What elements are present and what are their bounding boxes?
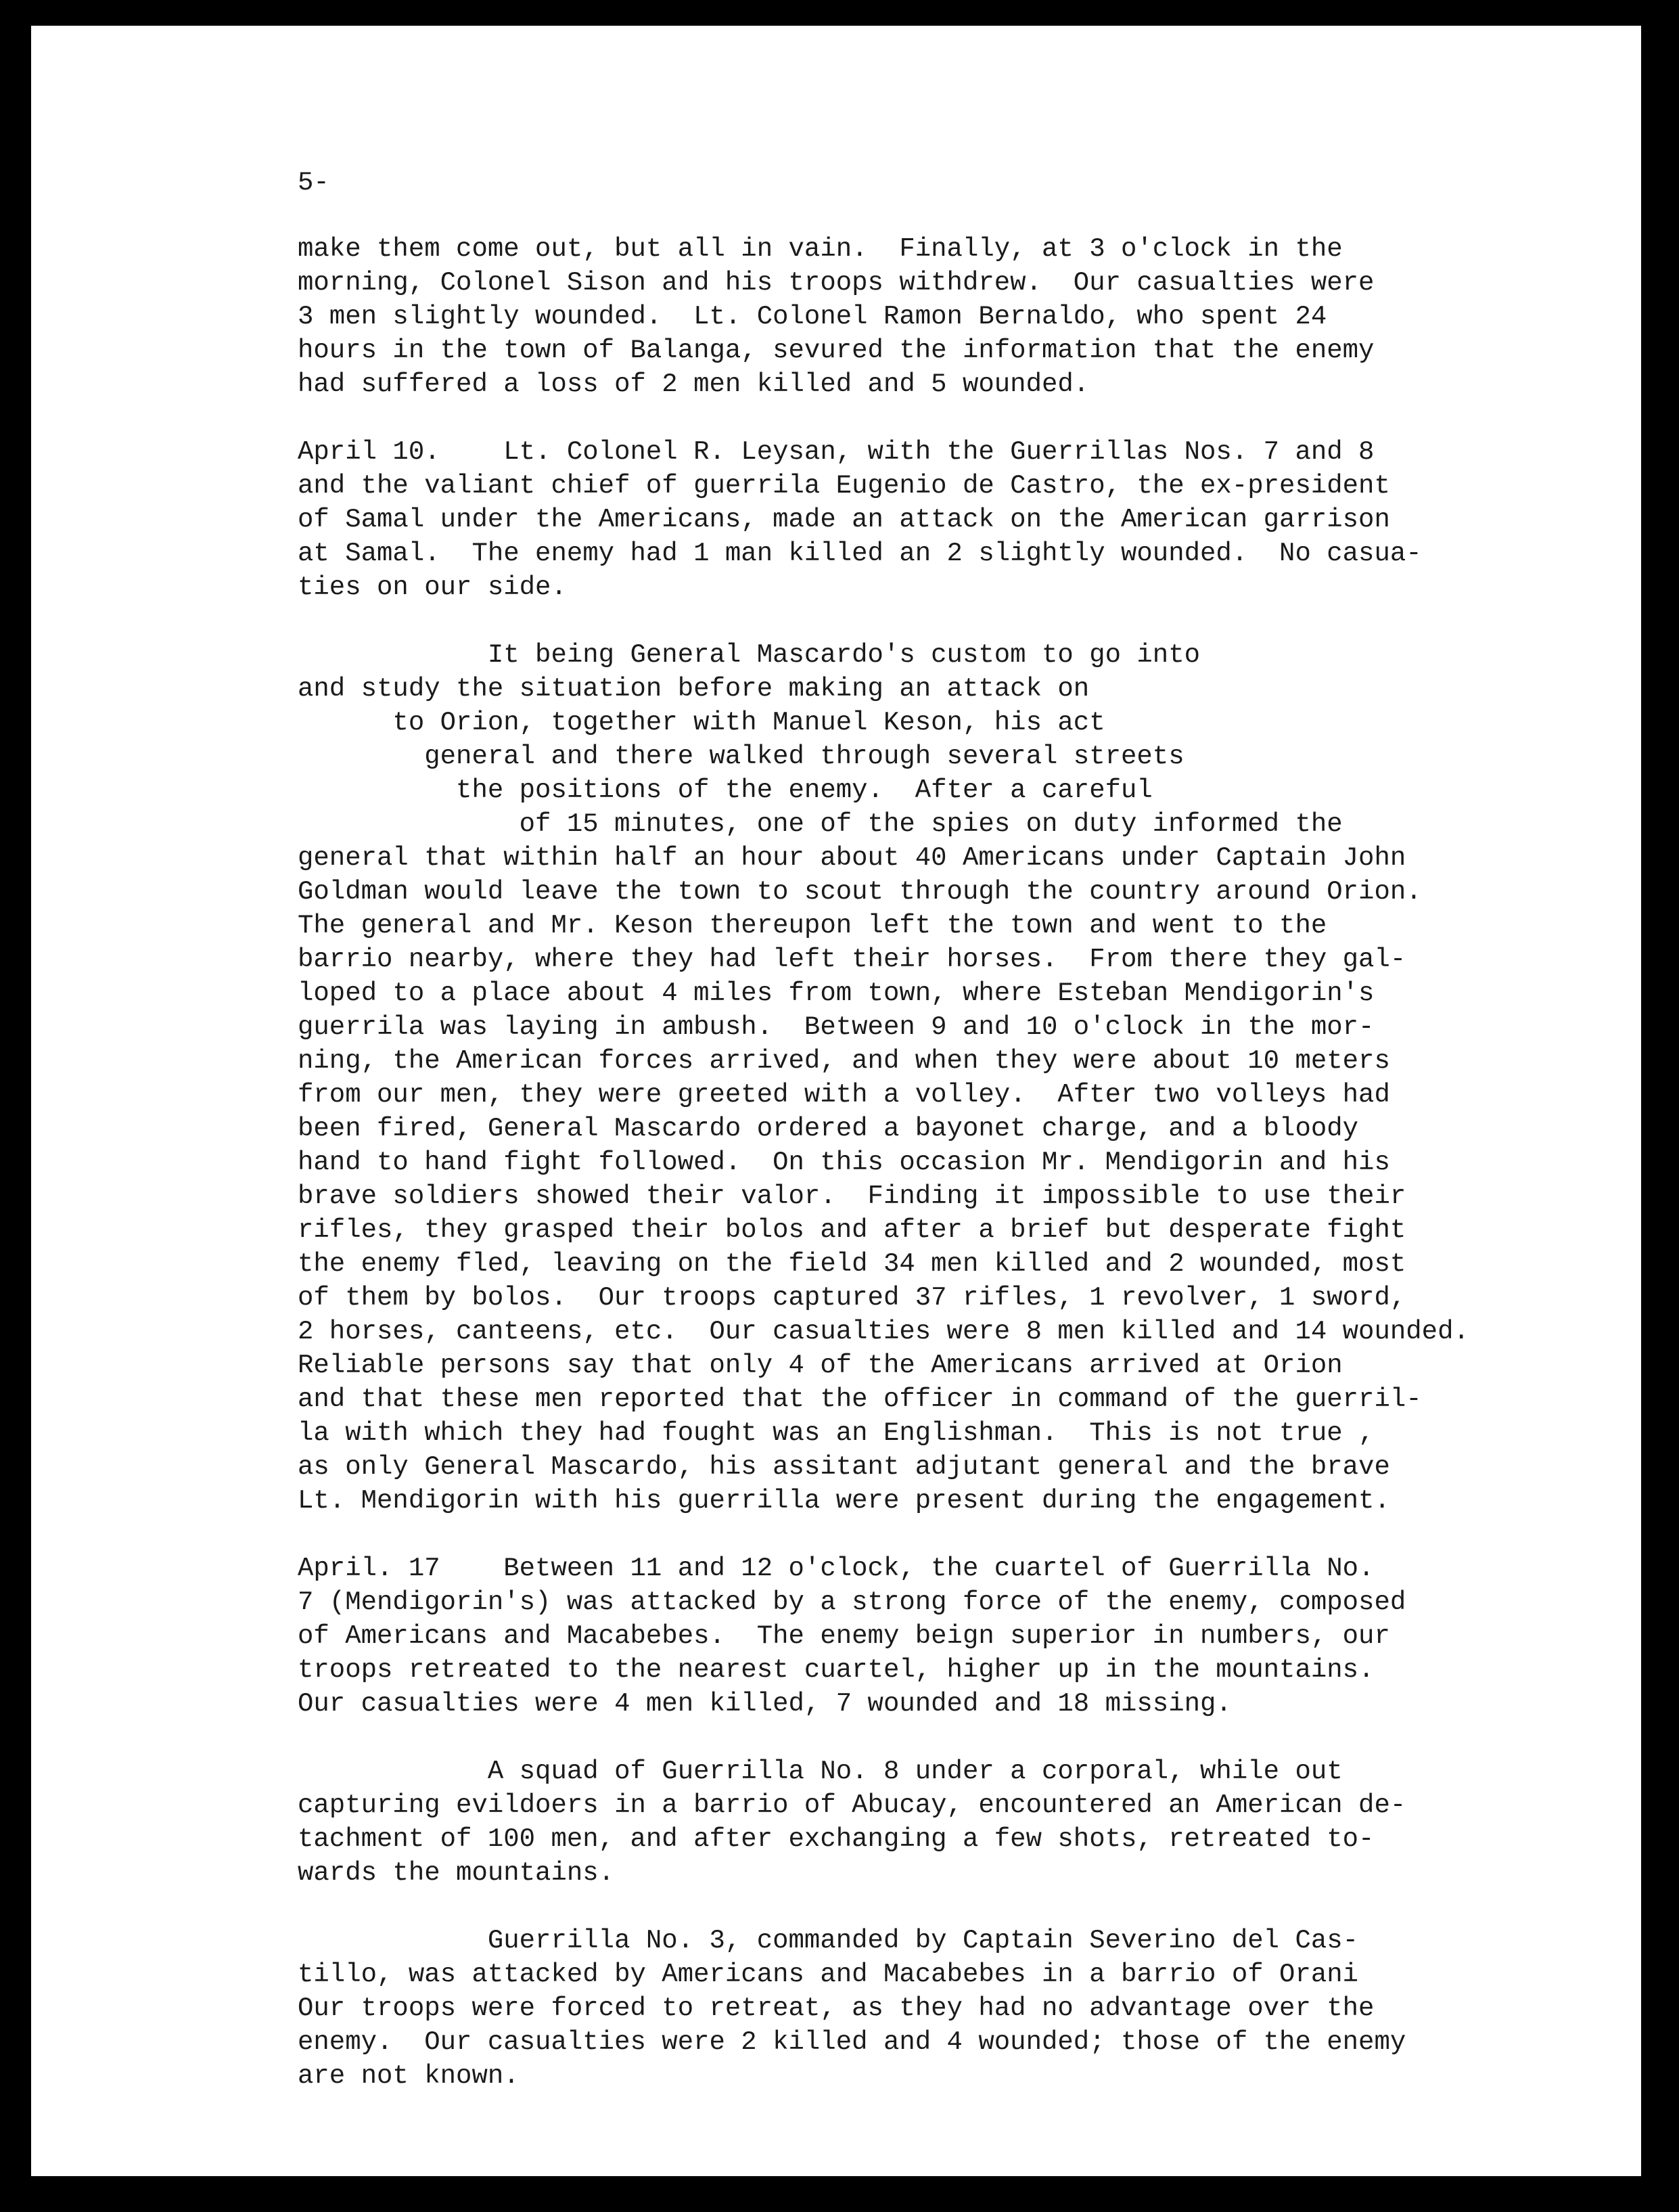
- text-line: 3 men slightly wounded. Lt. Colonel Ramon Bernaldo, who spent 24: [298, 302, 1327, 332]
- text-line: general and there walked through several streets: [298, 742, 1184, 771]
- text-line: guerrila was laying in ambush. Between 9 and 10 o'clock in the mor-: [298, 1012, 1375, 1042]
- text-line: to Orion, together with Manuel Keson, his act: [298, 708, 1105, 738]
- document-page: [31, 26, 1641, 2176]
- text-line: A squad of Guerrilla No. 8 under a corporal, while out: [298, 1757, 1343, 1786]
- text-line: troops retreated to the nearest cuartel, higher up in the mountains.: [298, 1655, 1375, 1685]
- text-line: morning, Colonel Sison and his troops withdrew. Our casualties were: [298, 268, 1375, 298]
- text-line: from our men, they were greeted with a volley. After two volleys had: [298, 1080, 1390, 1110]
- paragraph-4: [298, 1552, 1624, 1721]
- text-line: at Samal. The enemy had 1 man killed an 2 slightly wounded. No casua-: [298, 539, 1422, 568]
- text-line: are not known.: [298, 2061, 520, 2091]
- paragraph-6: [298, 1924, 1624, 2093]
- text-line: as only General Mascardo, his assitant adjutant general and the brave: [298, 1452, 1390, 1482]
- text-line: The general and Mr. Keson thereupon left the town and went to the: [298, 911, 1327, 941]
- text-line: the positions of the enemy. After a careful: [298, 775, 1153, 805]
- text-line: la with which they had fought was an Englishman. This is not true ,: [298, 1418, 1375, 1448]
- text-line: brave soldiers showed their valor. Finding it impossible to use their: [298, 1181, 1406, 1211]
- text-line: Lt. Mendigorin with his guerrilla were present during the engagement.: [298, 1486, 1390, 1516]
- text-line: hand to hand fight followed. On this occasion Mr. Mendigorin and his: [298, 1148, 1390, 1177]
- text-line: April. 17 Between 11 and 12 o'clock, the cuartel of Guerrilla No.: [298, 1554, 1375, 1583]
- text-line: of Samal under the Americans, made an attack on the American garrison: [298, 505, 1390, 535]
- text-line: Reliable persons say that only 4 of the Americans arrived at Orion: [298, 1351, 1343, 1380]
- text-line: had suffered a loss of 2 men killed and 5 wounded.: [298, 369, 1090, 399]
- paragraph-1: [298, 232, 1624, 401]
- text-line: April 10. Lt. Colonel R. Leysan, with the Guerrillas Nos. 7 and 8: [298, 437, 1375, 467]
- paragraph-2: [298, 435, 1624, 604]
- text-line: of Americans and Macabebes. The enemy beign superior in numbers, our: [298, 1621, 1390, 1651]
- text-line: the enemy fled, leaving on the field 34 men killed and 2 wounded, most: [298, 1249, 1406, 1279]
- text-line: Guerrilla No. 3, commanded by Captain Severino del Cas-: [298, 1926, 1359, 1956]
- text-line: tachment of 100 men, and after exchanging a few shots, retreated to-: [298, 1824, 1375, 1854]
- text-line: enemy. Our casualties were 2 killed and 4 wounded; those of the enemy: [298, 2027, 1406, 2057]
- text-line: and study the situation before making an attack on: [298, 674, 1090, 704]
- text-line: 2 horses, canteens, etc. Our casualties were 8 men killed and 14 wounded.: [298, 1317, 1469, 1347]
- text-line: Our casualties were 4 men killed, 7 wounded and 18 missing.: [298, 1689, 1232, 1719]
- text-line: tillo, was attacked by Americans and Macabebes in a barrio of Orani: [298, 1960, 1359, 1989]
- text-line: loped to a place about 4 miles from town, where Esteban Mendigorin's: [298, 978, 1375, 1008]
- text-line: It being General Mascardo's custom to go into: [298, 640, 1201, 670]
- text-line: and the valiant chief of guerrila Eugenio de Castro, the ex-president: [298, 471, 1390, 501]
- paragraph-3: [298, 638, 1624, 1518]
- text-line: 7 (Mendigorin's) was attacked by a strong force of the enemy, composed: [298, 1587, 1406, 1617]
- text-line: rifles, they grasped their bolos and after a brief but desperate fight: [298, 1215, 1406, 1245]
- text-line: Our troops were forced to retreat, as they had no advantage over the: [298, 1993, 1375, 2023]
- text-line: of them by bolos. Our troops captured 37 rifles, 1 revolver, 1 sword,: [298, 1283, 1406, 1313]
- text-line: ning, the American forces arrived, and when they were about 10 meters: [298, 1046, 1390, 1076]
- text-line: general that within half an hour about 40 Americans under Captain John: [298, 843, 1406, 873]
- text-line: been fired, General Mascardo ordered a bayonet charge, and a bloody: [298, 1114, 1359, 1144]
- text-line: Goldman would leave the town to scout through the country around Orion.: [298, 877, 1422, 907]
- body-text: [298, 232, 1624, 2127]
- page-number: 5-: [298, 168, 329, 198]
- text-line: of 15 minutes, one of the spies on duty informed the: [298, 809, 1343, 839]
- text-line: wards the mountains.: [298, 1858, 615, 1888]
- text-line: barrio nearby, where they had left their horses. From there they gal-: [298, 945, 1406, 974]
- text-line: ties on our side.: [298, 572, 567, 602]
- text-line: hours in the town of Balanga, sevured the information that the enemy: [298, 336, 1375, 365]
- paragraph-5: [298, 1755, 1624, 1890]
- text-line: and that these men reported that the officer in command of the guerril-: [298, 1384, 1422, 1414]
- text-line: make them come out, but all in vain. Finally, at 3 o'clock in the: [298, 234, 1343, 264]
- text-line: capturing evildoers in a barrio of Abucay, encountered an American de-: [298, 1790, 1406, 1820]
